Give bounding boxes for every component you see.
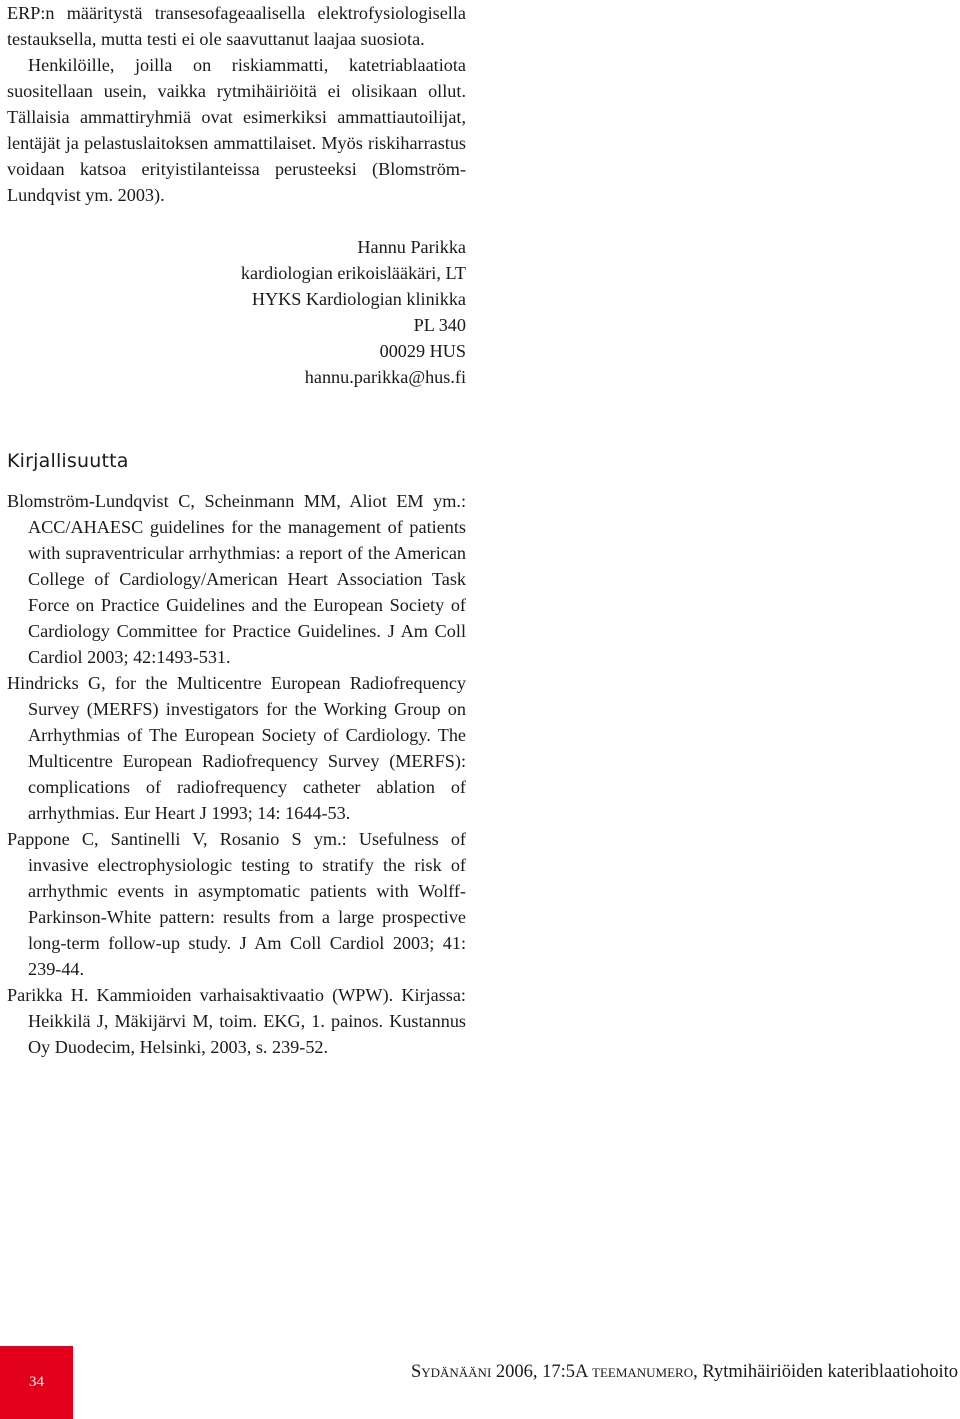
body-paragraph: ERP:n määritystä transesofageaalisella elektrofysiologisella testauksella, mutta testi ei ole saavuttanut laajaa suosiota. xyxy=(7,3,466,49)
issue-topic: Rytmihäiriöiden kateriblaatiohoito xyxy=(702,1362,958,1382)
page-number-box xyxy=(0,1346,73,1419)
reference-item: Blomström-Lundqvist C, Scheinmann MM, Aliot EM ym.: ACC/AHAESC guidelines for the management of patients with supraventricular arrhythmias: a report of the American College of Cardiology/American Heart Association Task Force on Practice Guidelines and the European Society of Cardiology Committee for Practice Guidelines. J Am Coll Cardiol 2003; 42:1493-531. xyxy=(7,491,466,667)
running-footer xyxy=(411,1360,958,1384)
author-block xyxy=(7,234,466,390)
article-column xyxy=(7,0,466,1060)
references-heading: Kirjallisuutta xyxy=(7,450,129,472)
reference-item: Pappone C, Santinelli V, Rosanio S ym.: Usefulness of invasive electrophysiologic testing to stratify the risk of arrhythmic events in asymptomatic patients with Wolff-Parkinson-White pattern: results from a large prospective long-term follow-up study. J Am Coll Cardiol 2003; 41: 239-44. xyxy=(7,829,466,979)
page-footer xyxy=(0,1346,960,1419)
author-email: hannu.parikka@hus.fi xyxy=(304,367,466,387)
author-po-box: PL 340 xyxy=(413,315,466,335)
reference-item: Parikka H. Kammioiden varhaisaktivaatio (WPW). Kirjassa: Heikkilä J, Mäkijärvi M, toim. EKG, 1. painos. Kustannus Oy Duodecim, Helsinki, 2003, s. 239-52. xyxy=(7,985,466,1057)
journal-citation: Sydänääni 2006, 17:5A teemanumero, xyxy=(410,1362,698,1382)
author-name: Hannu Parikka xyxy=(357,237,466,257)
page-number: 34 xyxy=(29,1374,44,1390)
reference-item: Hindricks G, for the Multicentre European Radiofrequency Survey (MERFS) investigators for the Working Group on Arrhythmias of The European Society of Cardiology. The Multicentre European Radiofrequency Survey (MERFS): complications of radiofrequency catheter ablation of arrhythmias. Eur Heart J 1993; 14: 1644-53. xyxy=(7,673,466,823)
body-paragraph: Henkilöille, joilla on riskiammatti, katetriablaatiota suositellaan usein, vaikka rytmihäiriöitä ei olisikaan ollut. Tällaisia ammattiryhmiä ovat esimerkiksi ammattiautoilijat, lentäjät ja pelastuslaitoksen ammattilaiset. Myös riskiharrastus voidaan katsoa erityistilanteissa perusteeksi (Blomström-Lundqvist ym. 2003). xyxy=(7,55,466,205)
author-postal-code: 00029 HUS xyxy=(379,341,466,361)
author-title: kardiologian erikoislääkäri, LT xyxy=(240,263,466,283)
author-clinic: HYKS Kardiologian klinikka xyxy=(251,289,466,309)
